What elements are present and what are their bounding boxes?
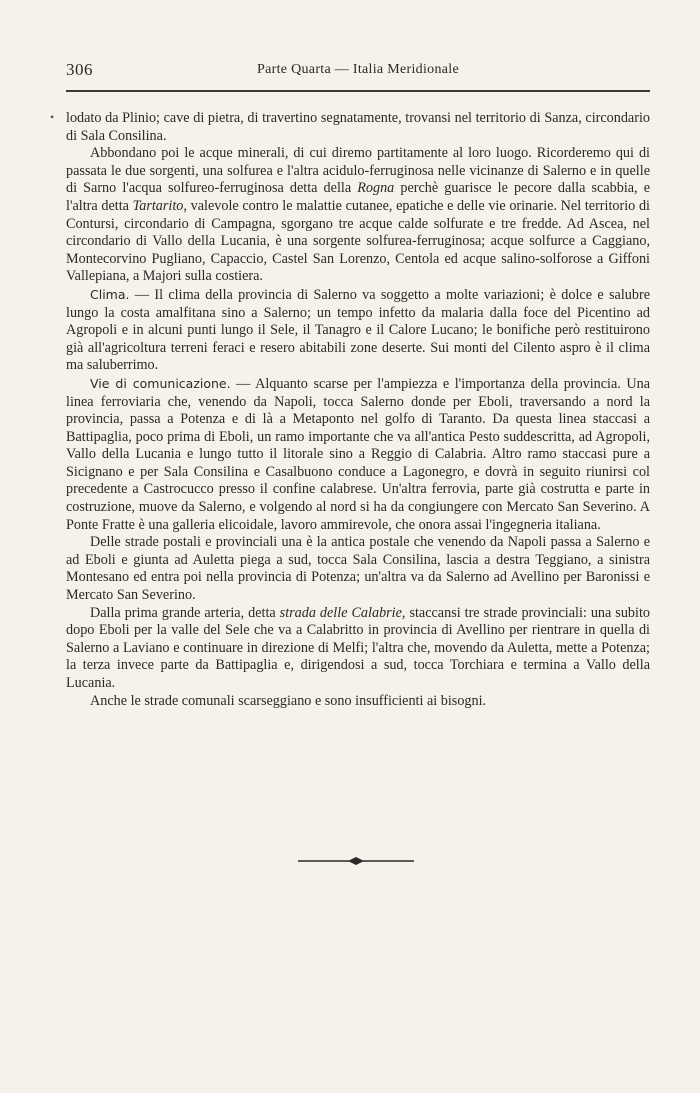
body-text [66, 110, 650, 710]
paragraph-text: Anche le strade comunali scarseggiano e sono insufficienti ai bisogni. [90, 692, 487, 709]
running-title: Parte Quarta — Italia Meridionale [257, 62, 459, 77]
paragraph-municipal-roads [66, 693, 650, 711]
paragraph-text: lodato da Plinio; cave di pietra, di travertino segnatamente, trovansi nel territorio di Sanza, circondario di Sala Consilina. [66, 110, 650, 144]
paragraph-text: Dalla prima grande arteria, detta [90, 604, 280, 621]
paragraph-text: Abbondano poi le acque minerali, di cui diremo partitamente al loro luogo. Ricorderemo qui di passata le due sorgenti, una solfurea e l'altra acidulo-ferruginosa nelle vicinanze di Salerno e in quelle di Sarno l'acqua solfureo-ferruginosa detta della [66, 145, 650, 197]
paragraph-text: valevole contro le malattie cutanee, epatiche e delle vie orinarie. Nel territorio di Contursi, circondario di Campagna, sgorgano tre acque calde solfurate e tre fredde. Ad Ascea, nel circondario di Vallo della Lucania, è una sorgente solfurea-ferruginosa; acque solfurce a Caggiano, Montecorvino Pugliano, Capaccio, Castel San Lorenzo, Centola ed acque salino-solforose a Giffoni Vallepiana, a Majori sulla costiera. [66, 197, 650, 285]
italic-term: strada delle Calabrie, [279, 604, 406, 621]
section-lead: Clima. [90, 286, 130, 302]
paragraph-mineral-waters [66, 145, 650, 286]
page-number: 306 [66, 60, 93, 79]
paragraph-text: perchè guarisce le pecore dalla scabbia, e l'altra detta [66, 180, 650, 214]
italic-term: Tartarito, [132, 197, 187, 214]
header-rule [66, 90, 650, 92]
italic-term: Rogna [357, 180, 395, 197]
page-header [66, 60, 650, 84]
paragraph-climate [66, 286, 650, 375]
paragraph-text: — Alquanto scarse per l'ampiezza e l'importanza della provincia. Una linea ferroviaria che, venendo da Napoli, tocca Salerno donde per Eboli, traversando a nord la provincia, passa a Potenza e di là a Metaponto nel golfo di Taranto. Da questa linea staccasi a Battipaglia, poco prima di Eboli, un ramo importante che va all'antica Pesto suddescritta, ad Agropoli, Vallo della Lucania e lungo tutto il litorale sino a Reggio di Calabria. Altro ramo staccasi pure a Sicignano e per Sala Consilina e Casalbuono conduce a Lagonegro, e dovrà in seguito riunirsi col precedente a Castrocucco presso il confine calabrese. Un'altra ferrovia, parte già costrutta e parte in costruzione, muove da Salerno, e volgendo al nord si ha da congiungere con Mercato San Severino. A Ponte Fratte è una galleria elicoidale, lavoro ammirevole, che onora assai l'ingegneria italiana. [66, 375, 651, 533]
paragraph-text: — Il clima della provincia di Salerno va soggetto a molte variazioni; è dolce e salubre lungo la costa amalfitana sino a Salerno; un tempo infetto da malaria dalla foce del Picentino ad Agropoli e in alcuni punti lungo il Sele, il Tanagro e il Calore Lucano; le bonifiche però restituirono già all'agricoltura terreni feraci e resero abitabili zone deserte. Sui monti del Cilento aspro è il clima ma saluberrimo. [66, 286, 650, 374]
paragraph-marble-quarries [66, 110, 650, 145]
paragraph-communications [66, 375, 650, 534]
stray-mark: • [50, 110, 55, 124]
paragraph-text: Delle strade postali e provinciali una è la antica postale che venendo da Napoli passa a Salerno e ad Eboli e giunta ad Auletta piega a sud, tocca Sala Consilina, lascia a destra Teggiano, a sinistra Montesano ed entra poi nella provincia di Potenza; un'altra va da Salerno ad Avellino per Baronissi e Mercato San Severino. [66, 534, 650, 604]
end-ornament [296, 854, 416, 868]
paragraph-postal-roads [66, 534, 650, 604]
paragraph-text: staccansi tre strade provinciali: una subito dopo Eboli per la valle del Sele che va a Calabritto in provincia di Avellino per rientrare in quella di Salerno a Laviano e continuare in direzione di Melfi; l'altra che, movendo da Auletta, mette a Potenza; la terza invece parte da Battipaglia e, dirigendosi a sud, tocca Torchiara e termina a Vallo della Lucania. [66, 604, 650, 691]
paragraph-provincial-roads [66, 605, 650, 693]
section-lead: Vie di comunicazione. [90, 375, 231, 391]
